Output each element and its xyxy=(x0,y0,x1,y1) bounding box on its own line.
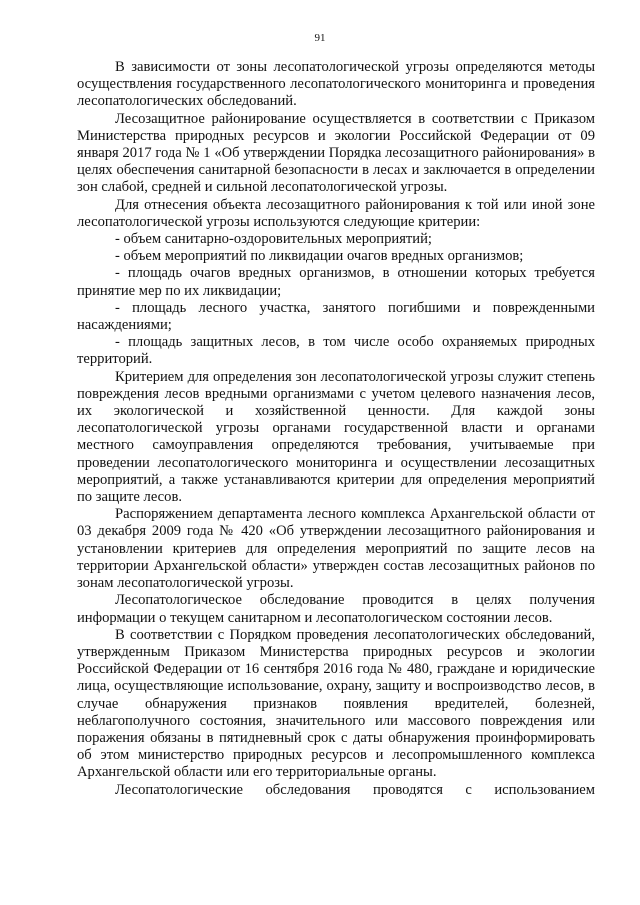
list-item-pest-foci-area: - площадь очагов вредных организмов, в отношении которых требуется принятие мер по их ликвидации; xyxy=(77,265,595,299)
list-item-damaged-stands-area: - площадь лесного участка, занятого погибшими и поврежденными насаждениями; xyxy=(77,299,595,334)
paragraph-department-order: Распоряжением департамента лесного комплекса Архангельской области от 03 декабря 2009 года № 420 «Об утверждении лесозащитного районирования и установлении критериев для определения мероприятий по защите лесов на территории Архангельской области» утвержден состав лесозащитных районов по зонам лесопатологической угрозы. xyxy=(77,506,595,592)
list-item-pest-foci-measures: - объем мероприятий по ликвидации очагов вредных организмов; xyxy=(115,248,524,265)
paragraph-zoning-order: Лесозащитное районирование осуществляется в соответствии с Приказом Министерства природных ресурсов и экологии Российской Федерации от 09 января 2017 года № 1 «Об утверждении Порядка лесозащитного районирования» в целях обеспечения санитарной безопасности в лесах и заключается в определении зон слабой, средней и сильной лесопатологической угрозы. xyxy=(77,110,595,196)
paragraph-criteria-intro: Для отнесения объекта лесозащитного районирования к той или иной зоне лесопатологической угрозы используются следующие критерии: xyxy=(77,196,595,230)
list-item-sanitary-volume: - объем санитарно-оздоровительных мероприятий; xyxy=(115,231,432,248)
paragraph-threat-zone-methods: В зависимости от зоны лесопатологической угрозы определяются методы осуществления государственного лесопатологического мониторинга и проведения лесопатологических обследований. xyxy=(77,59,595,110)
page-number: 91 xyxy=(314,32,326,44)
document-body xyxy=(77,59,595,799)
paragraph-survey-purpose: Лесопатологическое обследование проводится в целях получения информации о текущем санитарном и лесопатологическом состоянии лесов. xyxy=(77,592,595,626)
paragraph-survey-procedure: В соответствии с Порядком проведения лесопатологических обследований, утвержденным Приказом Министерства природных ресурсов и экологии Российской Федерации от 16 сентября 2016 года № 480, граждане и юридические лица, осуществляющие использование, охрану, защиту и воспроизводство лесов, в случае обнаружения признаков появления вредителей, болезней, неблагополучного состояния, значительного или массового повреждения или поражения обязаны в пятидневный срок с даты обнаружения проинформировать об этом министерство природных ресурсов и лесопромышленного комплекса Архангельской области или его территориальные органы. xyxy=(77,626,595,781)
paragraph-damage-criterion: Критерием для определения зон лесопатологической угрозы служит степень повреждения лесов вредными организмами с учетом целевого назначения лесов, их экологической и хозяйственной ценности. Для каждой зоны лесопатологической угрозы органами государственной власти и органами местного самоуправления определяются требования, учитываемые при проведении лесопатологического мониторинга и осуществлении лесозащитных мероприятий, а также устанавливаются критерии для определения мероприятий по защите лесов. xyxy=(77,368,595,506)
list-item-protective-forests-area: - площадь защитных лесов, в том числе особо охраняемых природных территорий. xyxy=(77,334,595,368)
paragraph-survey-methods: Лесопатологические обследования проводятся с использованием xyxy=(115,781,595,798)
